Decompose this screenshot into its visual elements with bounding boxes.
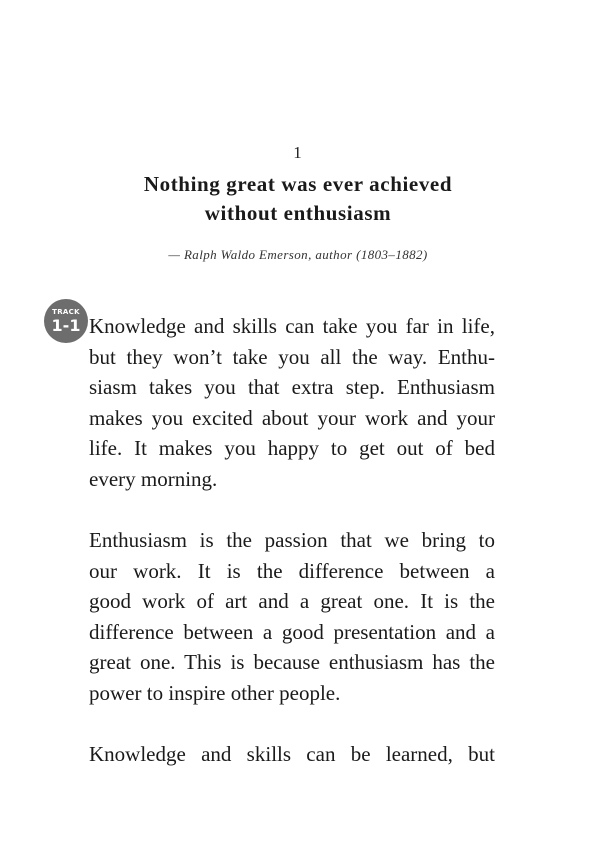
chapter-number: 1 — [293, 143, 303, 162]
paragraph — [89, 311, 495, 494]
paragraph — [89, 739, 495, 770]
text-line: Knowledge and skills can be learned, but — [89, 742, 495, 766]
track-label: TRACK — [52, 308, 80, 316]
chapter-title-line: without enthusiasm — [204, 201, 392, 225]
text-line: makes you excited about your work and your — [89, 405, 495, 430]
track-number: 1-1 — [51, 316, 81, 335]
text-line: our work. It is the difference between a — [89, 558, 495, 583]
body-text — [89, 311, 495, 801]
paragraph — [89, 525, 495, 708]
text-line: life. It makes you happy to get out of bed — [89, 436, 495, 460]
chapter-title-line: Nothing great was ever achieved — [143, 172, 453, 196]
quote-attribution: — Ralph Waldo Emerson, author (1803–1882) — [168, 247, 428, 262]
text-line: every morning. — [89, 466, 218, 491]
text-line: Knowledge and skills can take you far in life, — [89, 314, 495, 338]
text-line: siasm takes you that extra step. Enthusiasm — [89, 375, 495, 399]
text-line: Enthusiasm is the passion that we bring to — [89, 528, 495, 552]
text-line: great one. This is because enthusiasm has the — [89, 650, 495, 674]
text-line: but they won’t take you all the way. Enthu- — [89, 344, 495, 369]
text-line: difference between a good presentation and a — [89, 619, 495, 644]
audio-track-badge — [44, 299, 88, 343]
text-line: good work of art and a great one. It is the — [89, 589, 495, 613]
chapter-title — [0, 170, 596, 228]
text-line: power to inspire other people. — [89, 680, 341, 705]
